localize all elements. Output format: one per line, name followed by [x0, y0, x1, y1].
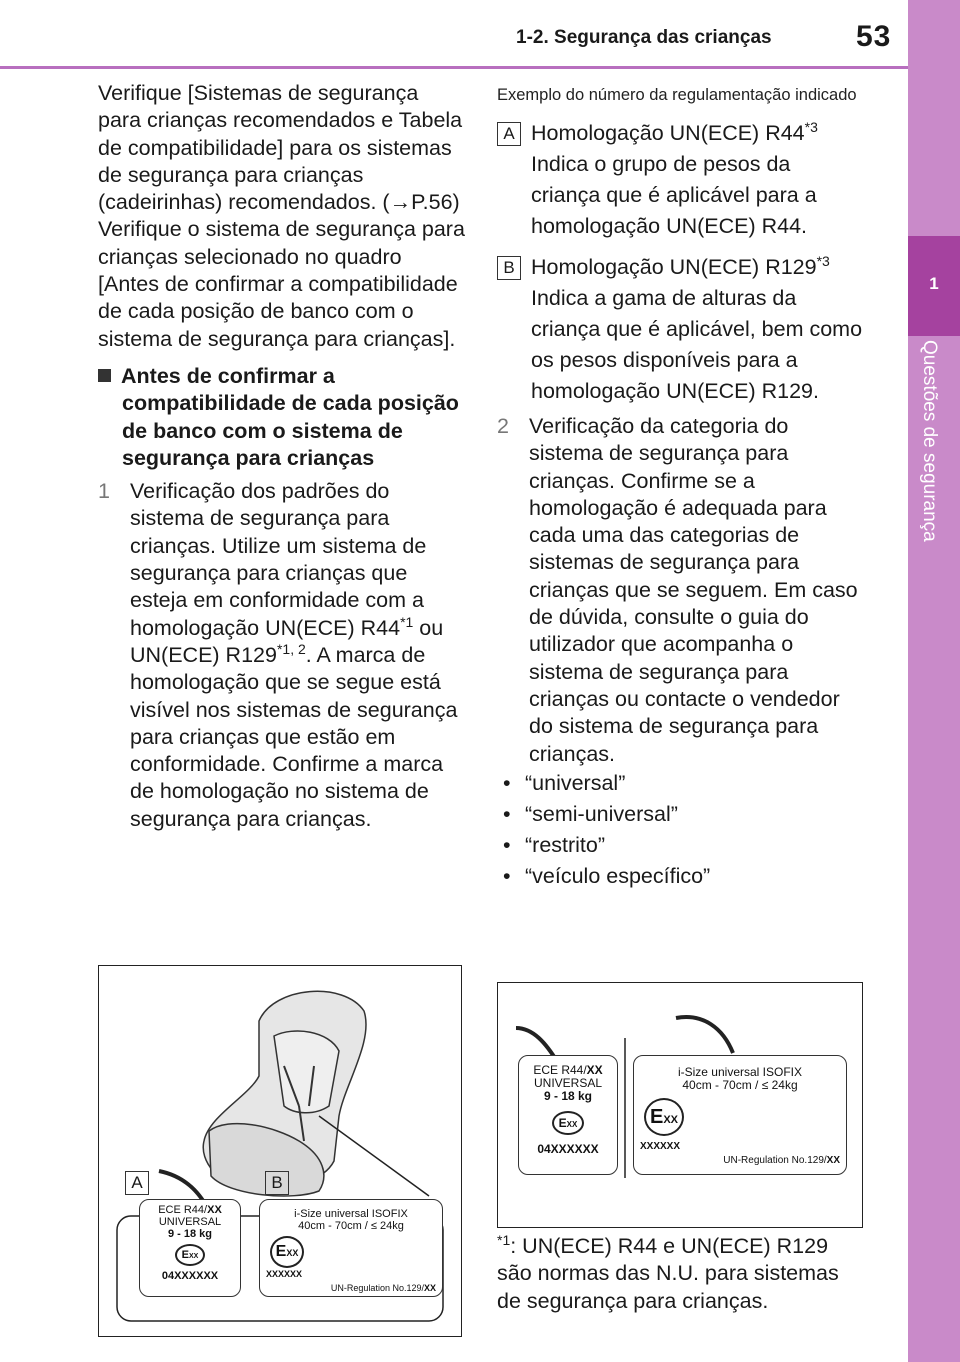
item-a-text: Indica o grupo de pesos da criança que é aplicável para a homologação UN(ECE) R44. — [531, 152, 817, 238]
header-rule — [0, 66, 908, 69]
e-mark-icon: EXX — [644, 1098, 684, 1136]
square-bullet-icon — [98, 369, 111, 382]
step-2-text: Verificação da categoria do sistema de segurança para crianças. Confirme se a homologação é adequada para cada uma das categorias de sistemas de segurança para crianças que se seguem. Em caso de dúvida, consulte o guia do utilizador que acompanha o sistema de segurança para crianças ou contacte o vendedor do sistema de segurança para crianças. — [529, 414, 858, 766]
label-a-box: A — [497, 122, 521, 146]
label-b-box: B — [497, 256, 521, 280]
item-b-title: Homologação UN(ECE) R129 — [531, 255, 817, 279]
chapter-sidebar — [908, 0, 960, 1362]
e-mark-icon: EXX — [175, 1244, 205, 1266]
category-item: • “universal” — [497, 768, 865, 799]
step-1-text: ou UN(ECE) R129 — [130, 615, 444, 667]
r129-approval-label — [259, 1199, 443, 1297]
e-mark-icon: EXX — [270, 1236, 304, 1268]
r129-line1: i-Size universal ISOFIX — [677, 1065, 803, 1079]
right-column — [497, 80, 865, 892]
r129-approval-label-large — [633, 1055, 847, 1175]
chapter-title: Questões de segurança — [919, 340, 940, 542]
figure-label-b: B — [265, 1171, 289, 1195]
r44-line2: UNIVERSAL — [158, 1216, 222, 1228]
r44-line1: ECE R44/ — [158, 1204, 208, 1216]
example-caption: Exemplo do número da regulamentação indicado — [497, 86, 857, 104]
footnote-ref: *1, 2 — [276, 640, 306, 657]
r44-line3: 9 - 18 kg — [167, 1228, 213, 1240]
footnote-ref: *3 — [816, 252, 830, 269]
footnote-ref: *1 — [400, 613, 414, 630]
r129-code: XXXXXX — [640, 1141, 681, 1152]
r129-code: XXXXXX — [266, 1269, 303, 1279]
step-1-text: . A marca de homologação que se segue está visível nos sistemas de segurança para crianças que estão em conformidade. Confirme a marca de homologação no sistema de segurança para crianças. — [130, 642, 458, 831]
section-heading: Antes de confirmar a compatibilidade de cada posição de banco com o sistema de segurança para crianças — [98, 363, 466, 472]
section-title: 1-2. Segurança das crianças — [516, 27, 772, 48]
footnote-mark: *1 — [497, 1231, 511, 1248]
page-number: 53 — [856, 20, 892, 53]
step-1-text: Verificação dos padrões do sistema de segurança para crianças. Utilize um sistema de segurança para crianças que esteja em conformidade com a homologação UN(ECE) R44 — [130, 479, 427, 640]
r129-regulation: UN-Regulation No.129/XX — [330, 1283, 436, 1293]
chapter-number: 1 — [929, 274, 939, 293]
r44-line1: ECE R44/ — [533, 1063, 587, 1077]
left-column — [98, 80, 466, 833]
footnote-text: : UN(ECE) R44 e UN(ECE) R129 são normas das N.U. para sistemas de segurança para crianças. — [497, 1234, 839, 1313]
r129-regulation: UN-Regulation No.129/XX — [723, 1155, 840, 1166]
r44-line2: UNIVERSAL — [533, 1076, 603, 1090]
step-2 — [497, 413, 865, 768]
approval-labels-figure — [497, 982, 863, 1228]
r44-xx: XX — [207, 1204, 222, 1216]
figure-label-a: A — [125, 1171, 149, 1195]
r44-line3: 9 - 18 kg — [543, 1089, 593, 1103]
step-number: 2 — [497, 414, 509, 438]
e-mark-icon: EXX — [552, 1111, 584, 1135]
category-item: • “semi-universal” — [497, 799, 865, 830]
item-b — [497, 252, 865, 407]
footnote-ref: *3 — [804, 118, 818, 135]
car-seat-figure — [98, 965, 462, 1337]
intro-paragraph: Verifique [Sistemas de segurança para crianças recomendados e Tabela de compatibilidade] para os sistemas de segurança para crianças (cadeirinhas) recomendados. (→P.56) Verifique o sistema de segurança para crianças selecionado no quadro [Antes de confirmar a compatibilidade de cada posição de banco com o sistema de segurança para crianças]. — [98, 81, 465, 351]
item-b-text: Indica a gama de alturas da criança que é aplicável, bem como os pesos disponíveis para a homologação UN(ECE) R129. — [531, 286, 863, 403]
r44-xx: XX — [586, 1063, 603, 1077]
item-a-title: Homologação UN(ECE) R44 — [531, 121, 805, 145]
r44-code: 04XXXXXX — [161, 1270, 219, 1282]
category-item: • “restrito” — [497, 830, 865, 861]
category-item: • “veículo específico” — [497, 861, 865, 892]
r129-line2: 40cm - 70cm / ≤ 24kg — [298, 1220, 404, 1232]
step-1 — [98, 478, 466, 833]
r129-line2: 40cm - 70cm / ≤ 24kg — [682, 1078, 798, 1092]
footnote — [497, 1233, 865, 1315]
step-number: 1 — [98, 479, 110, 504]
r44-approval-label — [139, 1199, 241, 1297]
item-a — [497, 118, 865, 242]
r44-code: 04XXXXXX — [537, 1142, 599, 1156]
r44-approval-label-large — [518, 1055, 618, 1175]
r129-line1: i-Size universal ISOFIX — [294, 1208, 408, 1220]
